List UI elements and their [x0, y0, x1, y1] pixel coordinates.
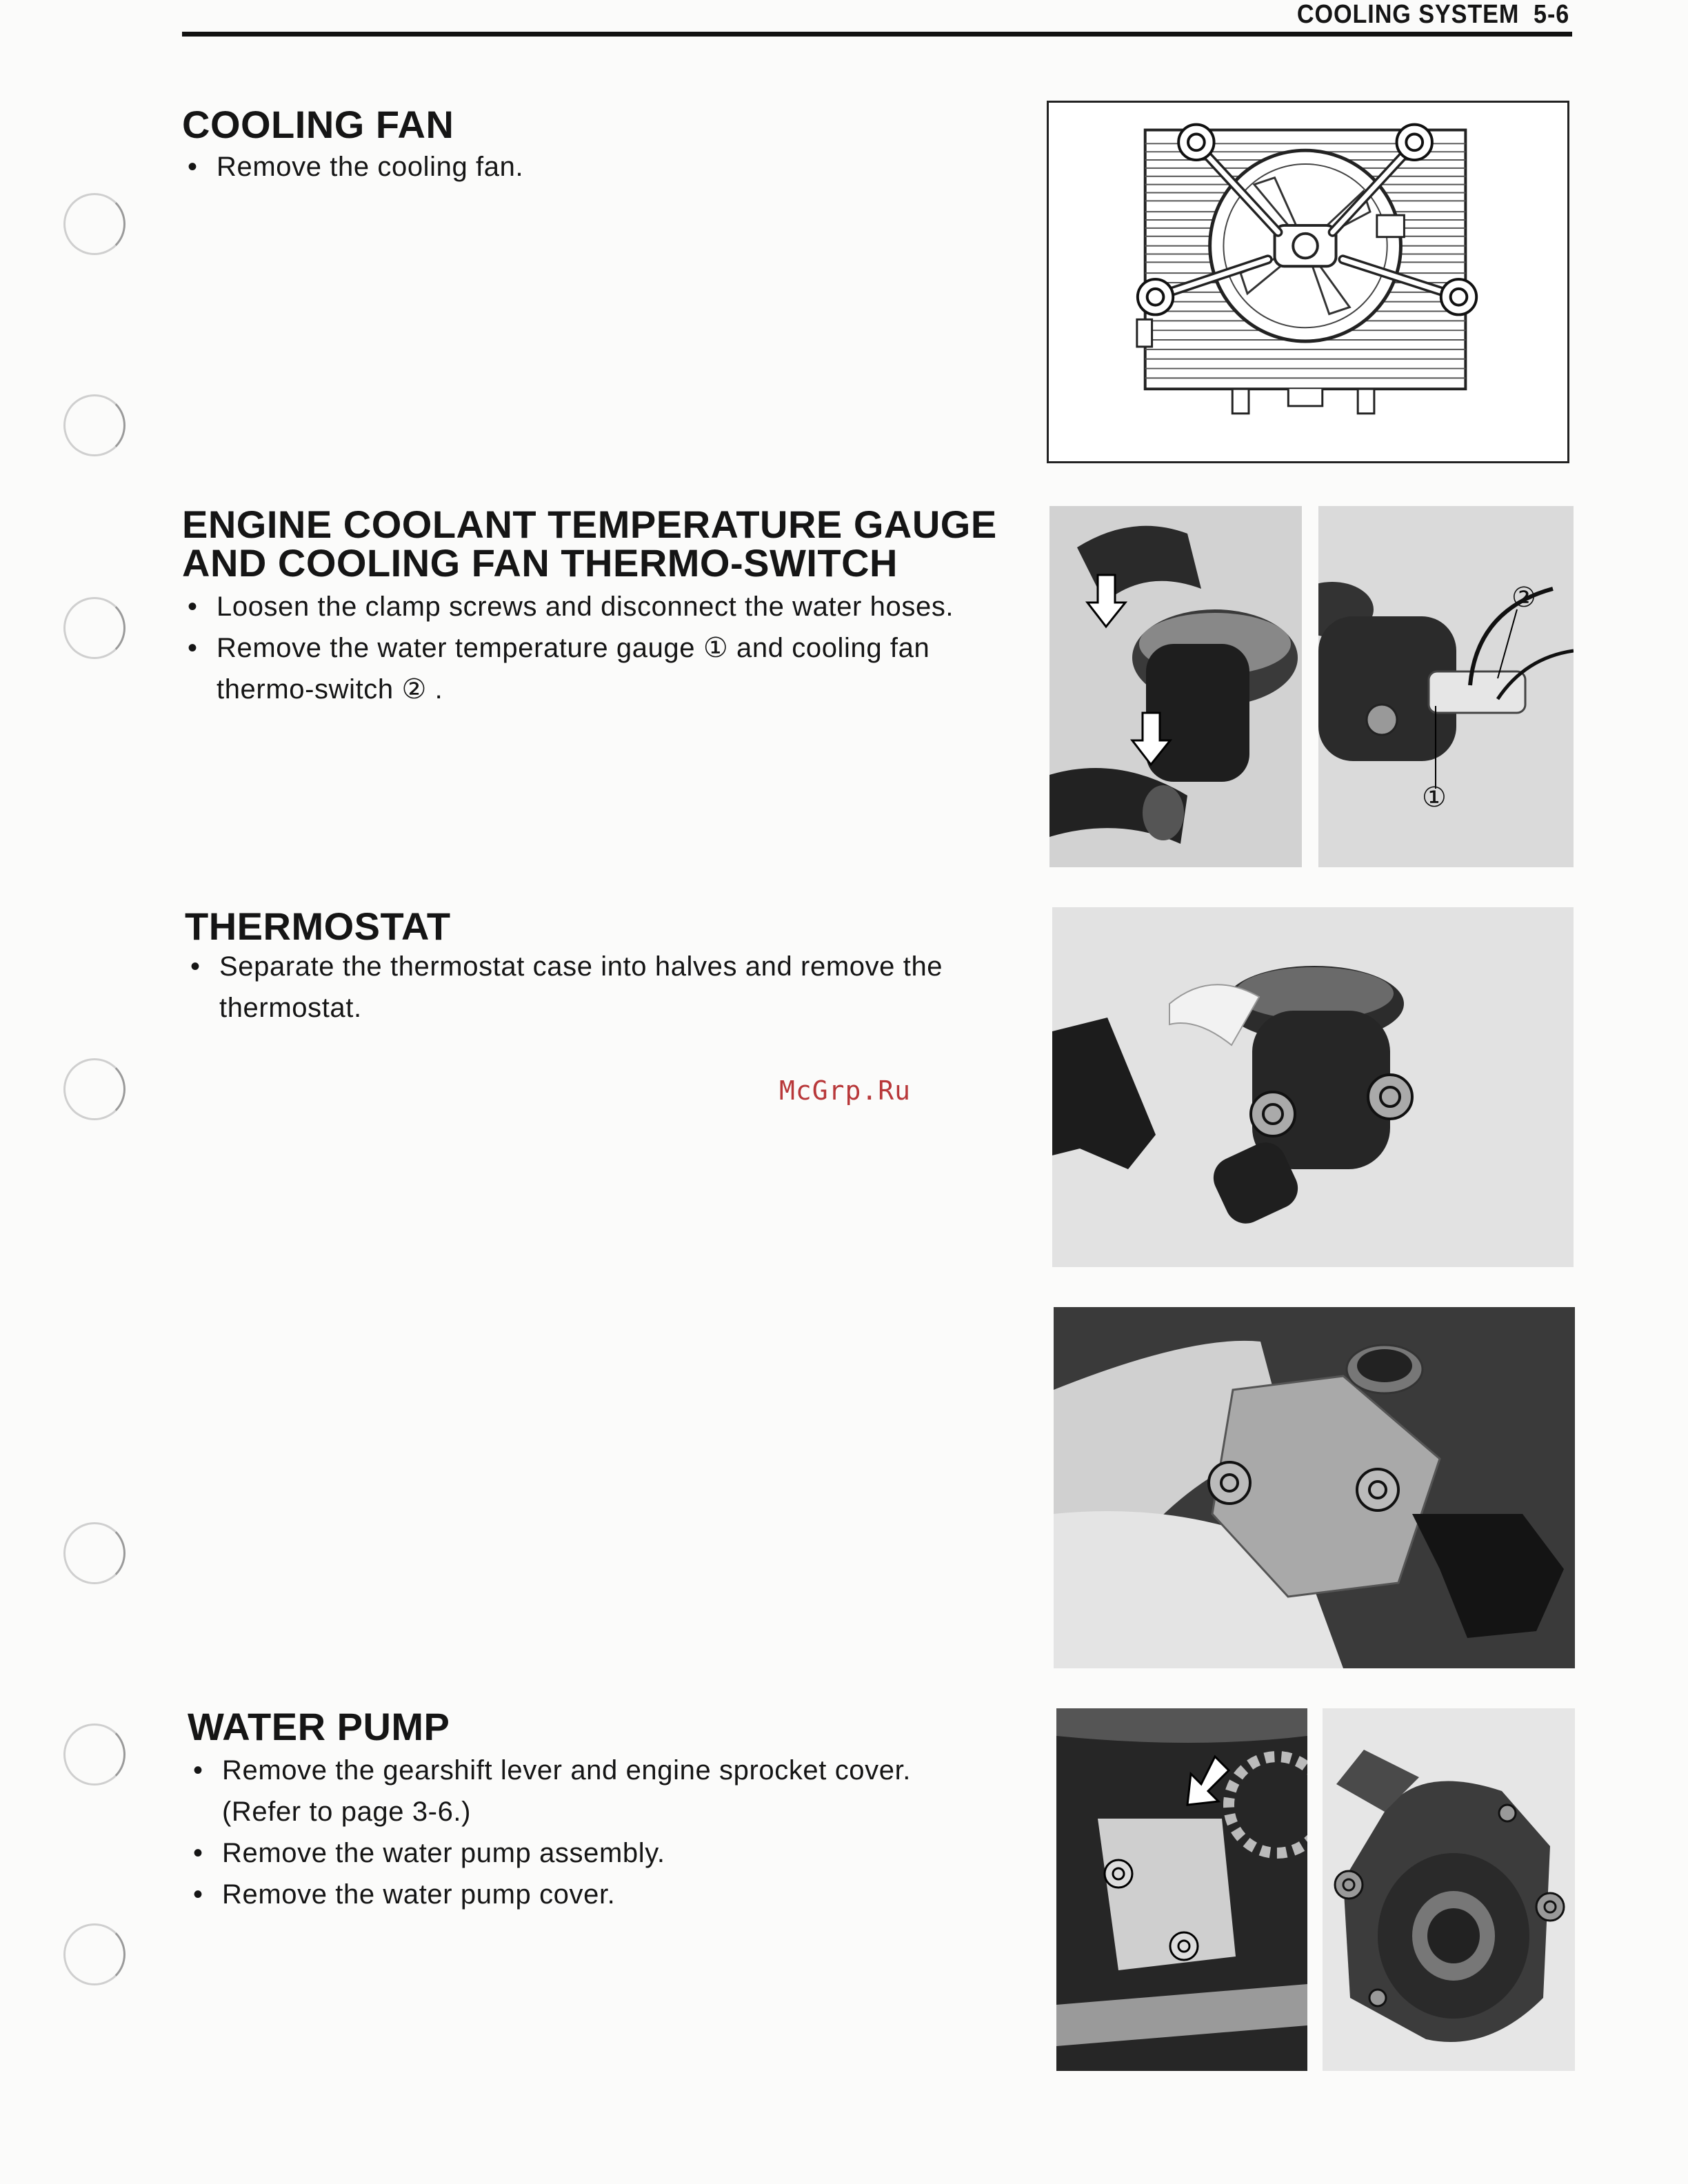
step-item: • Loosen the clamp screws and disconnect the water hoses. [183, 586, 1018, 627]
temp-gauge-steps [183, 586, 1018, 710]
section-title-thermostat: THERMOSTAT [185, 904, 451, 948]
callout-thermo-switch: ② [1511, 582, 1536, 614]
figure-cooling-fan-drawing [1047, 101, 1569, 463]
watermark-text: McGrp.Ru [779, 1075, 912, 1106]
section-title-temp-gauge-line1: ENGINE COOLANT TEMPERATURE GAUGE [182, 503, 997, 546]
pump-cover-photo-drawing [1323, 1708, 1575, 2071]
punch-hole [63, 394, 125, 456]
pump-installed-photo-drawing [1056, 1708, 1307, 2071]
step-item: • Separate the thermostat case into halves and remove the [186, 946, 1021, 987]
thermostat-photo-drawing [1052, 907, 1574, 1267]
punch-hole [63, 1522, 125, 1584]
radiator-drawing [1049, 103, 1567, 461]
water-pump-steps [189, 1750, 1023, 1915]
step-item: • Remove the water pump cover. [189, 1874, 1023, 1915]
section-title-cooling-fan: COOLING FAN [182, 103, 454, 146]
thermostat-steps [186, 946, 1021, 1029]
punch-hole [63, 1723, 125, 1786]
step-item-continuation: thermostat. [219, 993, 362, 1023]
header-rule [182, 32, 1572, 37]
step-item: • Remove the gearshift lever and engine sprocket cover. [189, 1750, 1023, 1791]
hoses-photo-drawing [1049, 506, 1302, 867]
punch-hole [63, 597, 125, 659]
photo-temp-gauge-thermo-switch [1318, 506, 1574, 867]
cooling-fan-steps [183, 146, 1018, 188]
photo-water-hoses [1049, 506, 1302, 867]
photo-thermostat-case [1052, 907, 1574, 1267]
header-page-number: 5-6 [1533, 0, 1569, 29]
case-half-photo-drawing [1054, 1307, 1575, 1668]
header-section-title: COOLING SYSTEM [1296, 0, 1520, 29]
punch-hole [63, 193, 125, 255]
section-title-water-pump: WATER PUMP [188, 1705, 450, 1748]
step-item: • Remove the cooling fan. [183, 146, 1018, 188]
running-header [1297, 0, 1569, 30]
photo-water-pump-installed [1056, 1708, 1307, 2071]
photo-water-pump-cover [1323, 1708, 1575, 2071]
callout-temp-gauge: ① [1422, 782, 1447, 813]
photo-thermostat-case-half [1054, 1307, 1575, 1668]
step-item: • Remove the water pump assembly. [189, 1832, 1023, 1874]
step-item: • Remove the water temperature gauge ① and cooling fan [183, 627, 1018, 669]
punch-hole [63, 1058, 125, 1120]
step-item-continuation: (Refer to page 3-6.) [222, 1797, 472, 1827]
step-item-continuation: thermo-switch ② . [217, 674, 443, 705]
section-title-temp-gauge-line2: AND COOLING FAN THERMO-SWITCH [182, 541, 898, 585]
punch-hole [63, 1923, 125, 1985]
